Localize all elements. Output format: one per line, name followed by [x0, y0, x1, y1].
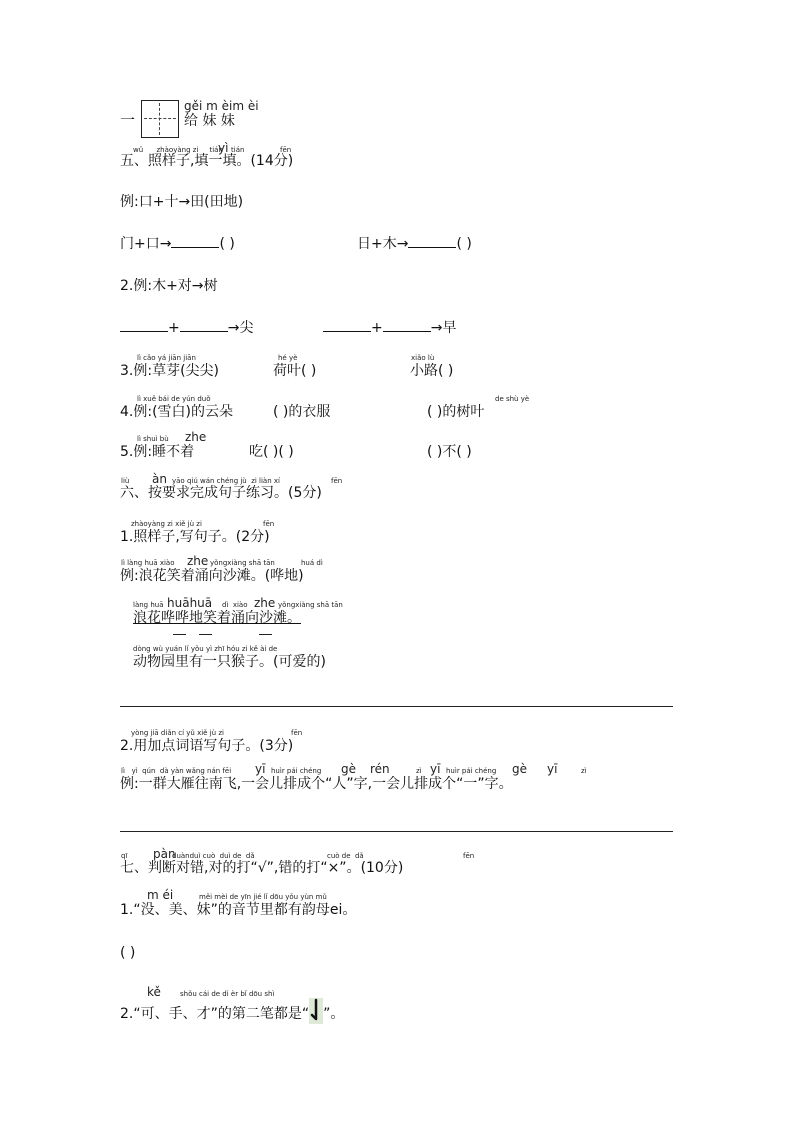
s6-q1-pinyin: zhàoyàng zi xiě jù zi — [131, 520, 202, 528]
s5-q2b-blank2[interactable] — [383, 319, 431, 332]
s6-ex1-hua: huá dì — [301, 559, 323, 567]
s5-title-big-pinyin: yì — [218, 141, 229, 155]
s5-q2a-op: + — [168, 320, 180, 336]
top-words: 给 妹 妹 — [184, 113, 235, 129]
s5-q4: 4.例:(雪白)的云朵 — [120, 404, 233, 420]
s7-q2-big: kě — [147, 985, 161, 999]
s6-ex1b-big1: huāhuā — [167, 596, 213, 610]
s5-q5-pinyin: lì shuì bù — [137, 435, 169, 443]
s5-q4b: ( )的衣服 — [273, 404, 331, 420]
s5-q1b — [357, 235, 472, 253]
s6-title-fen: fēn — [331, 477, 343, 485]
s7-q2-stroke-image — [309, 998, 323, 1024]
s5-q2a-end: →尖 — [227, 320, 254, 336]
s7-q1-big: m éi — [147, 888, 174, 902]
s7-q2-text: 2.“可、手、才”的第二笔都是“ — [120, 1006, 310, 1022]
s6-q1-fen: fēn — [263, 520, 275, 528]
s5-q3-pinyin: lì cǎo yá jiān jiān — [137, 354, 196, 362]
s5-q2a-blank1[interactable] — [120, 319, 168, 332]
tian-zi-ge-box — [141, 100, 179, 138]
s7-q1-pinyin: měi mèi de yīn jié lǐ dōu yǒu yùn mǔ — [199, 893, 327, 901]
s6-ex2-big1: yī — [255, 762, 266, 776]
s5-title-pinyin-2: tián fēn — [231, 146, 292, 154]
s6-q1-task-pinyin: dòng wù yuán lǐ yǒu yì zhī hóu zi kě ài de — [133, 645, 278, 653]
s6-ex1b: 浪花哗哗地笑着涌向沙滩。 — [133, 610, 301, 626]
s6-ex2-pinyin-3: zì — [416, 767, 422, 775]
s5-q5: 5.例:睡不着 — [120, 444, 195, 460]
s7-q2 — [120, 998, 344, 1024]
s7-q2-pinyin: shǒu cái de dì èr bǐ dōu shì — [180, 990, 275, 998]
s5-q3: 3.例:草芽(尖尖) — [120, 363, 219, 379]
s5-q2b-blank1[interactable] — [323, 319, 371, 332]
s5-q1a-blank[interactable] — [171, 235, 219, 248]
s5-q3c-pinyin: xiǎo lù — [411, 354, 435, 362]
s5-q5-big-pinyin: zhe — [185, 430, 207, 444]
s5-q3c: 小路( ) — [410, 363, 454, 379]
s5-q2b-op: + — [371, 320, 383, 336]
s7-title-pinyin-1: qī — [121, 852, 128, 860]
s6-ex2-pinyin: lì yì qún dà yàn wǎng nán fēi — [121, 767, 232, 775]
top-dash: 一 — [120, 111, 136, 129]
s7-title: 七、判断对错,对的打“√”,错的打“×”。(10分) — [120, 860, 404, 876]
s7-title-pinyin-2: duànduì cuò duì de dǎ — [172, 852, 255, 860]
s6-ex1b-mark3 — [259, 634, 272, 635]
s6-title-big-pinyin: àn — [152, 472, 167, 486]
s5-q4c: ( )的树叶 — [427, 404, 485, 420]
s6-ex1: 例:浪花笑着涌向沙滩。(哗地) — [120, 568, 304, 584]
s7-title-pinyin-3: cuò de dǎ — [327, 852, 364, 860]
s5-q2-example: 2.例:木+对→树 — [120, 278, 218, 294]
s7-title-fen: fēn — [463, 852, 475, 860]
s6-ex1b-pinyin: làng huā — [133, 601, 164, 609]
s6-q2: 2.用加点词语写句子。(3分) — [120, 738, 294, 754]
s6-q1-task: 动物园里有一只猴子。(可爱的) — [133, 654, 326, 670]
s6-ex2-big5: gè — [512, 762, 527, 776]
s6-q2-pinyin: yòng jiā diǎn cí yǔ xiě jù zi — [131, 729, 224, 737]
s6-ex2-pinyin-4: huìr pái chéng — [446, 767, 497, 775]
top-pinyin: gěi m èim èi — [184, 99, 259, 113]
s6-ex1b-mark2 — [199, 634, 212, 635]
s6-ex2-big6: yī — [547, 762, 558, 776]
s6-ex1b-mark1 — [173, 634, 186, 635]
s5-q2b-end: →早 — [430, 320, 457, 336]
s5-q5b: 吃( )( ) — [249, 444, 294, 460]
s5-q4-pinyin: lì xuě bái de yún duǒ — [137, 395, 211, 403]
s6-q1: 1.照样子,写句子。(2分) — [120, 529, 270, 545]
s6-ex2-big3: rén — [370, 762, 390, 776]
s6-ex1-pinyin: lì làng huā xiào — [121, 559, 175, 567]
s5-q2b — [323, 319, 456, 337]
s5-q1a-text: 门+口→ — [120, 236, 172, 252]
s5-q3b-pinyin: hé yè — [278, 354, 298, 362]
s5-q1a — [120, 235, 235, 253]
s7-q1: 1.“没、美、妹”的音节里都有韵母ei。 — [120, 902, 357, 918]
s6-ex2-big2: gè — [341, 762, 356, 776]
s5-q2a — [120, 319, 253, 337]
s6-ex1b-big2: zhe — [254, 596, 276, 610]
s6-title: 六、按要求完成句子练习。(5分) — [120, 485, 322, 501]
s5-q1b-blank[interactable] — [408, 235, 456, 248]
s5-q5c: ( )不( ) — [427, 444, 472, 460]
s6-title-pinyin-1: liù — [121, 477, 130, 485]
s6-ex1-big: zhe — [187, 554, 209, 568]
s5-q1b-text: 日+木→ — [357, 236, 409, 252]
s5-q1a-paren: ( ) — [219, 236, 235, 252]
s6-ex1b-pinyin-3: yǒngxiàng shā tān — [278, 601, 343, 609]
s7-title-big: pàn — [153, 847, 176, 861]
s6-q2-answer-line[interactable] — [120, 831, 673, 832]
s5-title: 五、照样子,填一填。(14分) — [120, 153, 294, 169]
s6-ex2-pinyin-5: zì — [581, 767, 587, 775]
s6-title-pinyin-2: yāo qiú wán chéng jù zi liàn xí — [172, 477, 280, 485]
s5-q1b-paren: ( ) — [456, 236, 472, 252]
s5-example: 例:口+十→田(田地) — [120, 194, 244, 210]
s6-q2-fen: fēn — [291, 729, 303, 737]
s6-ex2: 例:一群大雁往南飞,一会儿排成个“人”字,一会儿排成个“一”字。 — [120, 776, 513, 792]
s6-q1-answer-line[interactable] — [120, 706, 673, 707]
s5-q4c-pinyin: de shù yè — [495, 395, 530, 403]
s6-ex1b-pinyin-2: dì xiào — [222, 601, 248, 609]
s5-q2a-blank2[interactable] — [180, 319, 228, 332]
s5-q3b: 荷叶( ) — [273, 363, 317, 379]
s6-ex1-pinyin-2: yǒngxiàng shā tān — [210, 559, 275, 567]
s7-q2-end: ”。 — [323, 1006, 345, 1022]
s6-ex2-pinyin-2: huìr pái chéng — [271, 767, 322, 775]
s6-ex2-big4: yī — [430, 762, 441, 776]
s7-q1-paren[interactable]: ( ) — [120, 945, 136, 961]
s5-title-pinyin: wǔ zhàoyàng zi tián — [133, 146, 223, 154]
